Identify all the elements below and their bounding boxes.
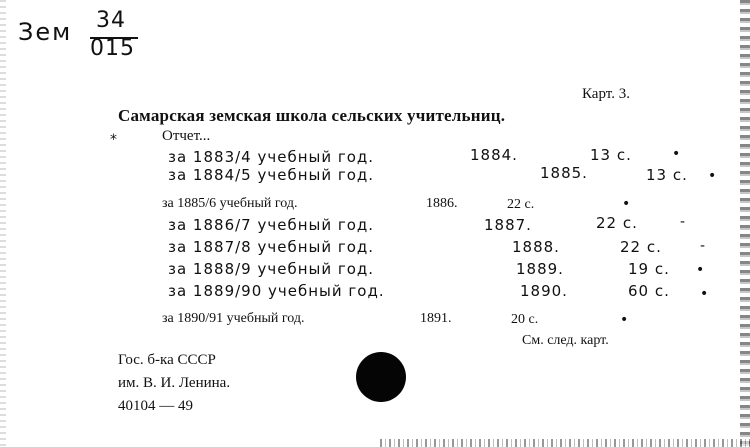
hand-row-year: за 1889/90 учебный год. <box>168 282 385 300</box>
dash-marker: - <box>700 238 706 254</box>
hand-row-year: за 1884/5 учебный год. <box>168 166 375 184</box>
hand-row-year: за 1886/7 учебный год. <box>168 216 375 234</box>
hand-row-pub: 1888. <box>512 238 560 256</box>
dot-marker: • <box>622 196 631 212</box>
typed-row-year: за 1890/91 учебный год. <box>162 311 305 326</box>
typed-row-pub: 1891. <box>420 311 452 326</box>
dot-marker: • <box>620 312 629 328</box>
shelf-prefix: Зем <box>18 18 73 46</box>
typed-row-year: за 1885/6 учебный год. <box>162 196 298 211</box>
hand-row-year: за 1883/4 учебный год. <box>168 148 375 166</box>
shelf-denominator: 015 <box>90 36 135 61</box>
hand-row-pub: 1887. <box>484 216 532 234</box>
hand-row-year: за 1888/9 учебный год. <box>168 260 375 278</box>
card-edge-bottom <box>380 439 750 447</box>
card-edge-right <box>740 0 750 447</box>
hand-row-pages: 13 с. <box>646 166 688 184</box>
hand-row-pub: 1885. <box>540 164 588 182</box>
library-stamp-line: 40104 — 49 <box>118 398 193 414</box>
hand-row-pub: 1889. <box>516 260 564 278</box>
hand-row-pages: 13 с. <box>590 146 632 164</box>
typed-row-pub: 1886. <box>426 196 458 211</box>
dot-marker: • <box>696 262 705 278</box>
hand-row-pages: 19 с. <box>628 260 670 278</box>
hand-row-pub: 1890. <box>520 282 568 300</box>
hand-row-pages: 22 с. <box>620 238 662 256</box>
star-marker: * <box>110 132 117 148</box>
library-stamp-line: им. В. И. Ленина. <box>118 375 231 391</box>
dash-marker: - <box>680 214 686 230</box>
card-edge-left <box>0 0 6 447</box>
continuation-note: См. след. карт. <box>522 333 609 348</box>
hand-row-pages: 22 с. <box>596 214 638 232</box>
typed-row-pages: 20 с. <box>511 312 539 327</box>
punch-hole <box>356 352 406 402</box>
library-stamp-line: Гос. б-ка СССР <box>118 352 216 368</box>
typed-row-pages: 22 с. <box>507 197 535 212</box>
card-title: Самарская земская школа сельских учительниц. <box>118 106 506 125</box>
dot-marker: • <box>672 146 681 162</box>
dot-marker: • <box>708 168 717 184</box>
card-number: Карт. 3. <box>582 86 630 102</box>
hand-row-year: за 1887/8 учебный год. <box>168 238 375 256</box>
hand-row-pub: 1884. <box>470 146 518 164</box>
shelf-numerator: 34 <box>96 8 126 33</box>
dot-marker: • <box>700 286 709 302</box>
hand-row-pages: 60 с. <box>628 282 670 300</box>
card-subtitle: Отчет... <box>162 128 211 144</box>
